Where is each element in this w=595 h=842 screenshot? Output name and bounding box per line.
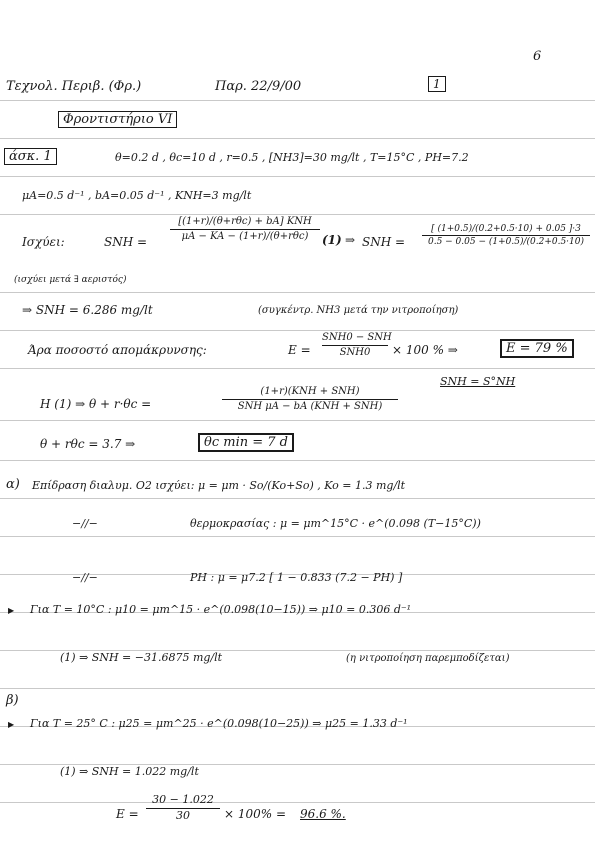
given-line-2: μA=0.5 d⁻¹ , bA=0.05 d⁻¹ , KNH=3 mg/lt bbox=[22, 189, 252, 202]
ruled-line bbox=[0, 138, 595, 139]
date-heading: Παρ. 22/9/00 bbox=[215, 79, 302, 94]
substitution-numerator: [ (1+0.5)/(0.2+0.5·10) + 0.05 ]·3 bbox=[431, 224, 581, 234]
part-a-temp-line: θερμοκρασίας : μ = μm^15°C · e^(0.098 (T−15°C)) bbox=[190, 517, 481, 530]
min-theta-line: θ + rθc = 3.7 ⇒ bbox=[40, 437, 136, 451]
ruled-line bbox=[0, 802, 595, 803]
implies-arrow: ⇒ bbox=[345, 233, 356, 247]
exercise-label: άσκ. 1 bbox=[4, 148, 57, 165]
part-a-label: α) bbox=[6, 477, 20, 492]
snh-lhs-2: SNH = bbox=[362, 235, 406, 249]
ischyei-label: Ισχύει: bbox=[22, 235, 65, 249]
ruled-line bbox=[0, 498, 595, 499]
part-b-efficiency-tail: × 100% = bbox=[224, 807, 287, 821]
ruled-line bbox=[0, 176, 595, 177]
min-condition: SNH = S°NH bbox=[440, 375, 516, 388]
part-a-snh-line: (1) ⇒ SNH = −31.6875 mg/lt bbox=[60, 651, 223, 664]
removal-percent-label: Άρα ποσοστό απομάκρυνσης: bbox=[28, 343, 207, 357]
ruled-line bbox=[0, 688, 595, 689]
snh-result-note: (συγκέντρ. NH3 μετά την νιτροποίηση) bbox=[258, 305, 459, 316]
snh-substitution-fraction bbox=[422, 224, 590, 248]
snh-formula-numerator: [(1+r)/(θ+rθc) + bA] KNH bbox=[178, 216, 312, 227]
efficiency-fraction bbox=[322, 332, 392, 358]
part-a-ph-dash: −//− bbox=[72, 571, 98, 584]
min-theta-fraction bbox=[222, 386, 398, 412]
part-a-oxygen-line: Επίδραση διαλυμ. O2 ισχύει: μ = μm · So/(Ko+So) , Ko = 1.3 mg/lt bbox=[32, 479, 406, 492]
snh-formula-denominator: μA − KA − (1+r)/(θ+rθc) bbox=[181, 230, 309, 242]
course-heading: Τεχνολ. Περιβ. (Φρ.) bbox=[6, 79, 142, 94]
part-b-efficiency-lhs: E = bbox=[116, 807, 139, 821]
snh-lhs: SNH = bbox=[104, 235, 148, 249]
ruled-line bbox=[0, 330, 595, 331]
min-theta-lhs: Η (1) ⇒ θ + r·θc = bbox=[40, 397, 152, 411]
part-b-snh-line: (1) ⇒ SNH = 1.022 mg/lt bbox=[60, 765, 199, 778]
part-b-label: β) bbox=[6, 693, 19, 708]
part-a-temp-dash: −//− bbox=[72, 517, 98, 530]
ruled-line bbox=[0, 214, 595, 215]
equation-tag: (1) bbox=[322, 233, 342, 247]
given-line-1: θ=0.2 d , θc=10 d , r=0.5 , [NH3]=30 mg/lt , T=15°C , PH=7.2 bbox=[115, 151, 469, 164]
part-b-t25-line: Για T = 25° C : μ25 = μm^25 · e^(0.098(10−25)) ⇒ μ25 = 1.33 d⁻¹ bbox=[30, 717, 408, 730]
min-theta-numerator: (1+r)(KNH + SNH) bbox=[260, 386, 360, 397]
min-theta-denominator: SNH μA − bA (KNH + SNH) bbox=[237, 400, 383, 412]
ruled-line bbox=[0, 292, 595, 293]
sheet-number: 1 bbox=[428, 76, 446, 92]
efficiency-result: E = 79 % bbox=[500, 339, 574, 358]
page-number: 6 bbox=[533, 49, 542, 64]
min-theta-result: θc min = 7 d bbox=[198, 433, 294, 452]
part-b-efficiency-denominator: 30 bbox=[176, 808, 190, 822]
snh-formula-fraction bbox=[170, 216, 320, 242]
aeration-note: (ισχύει μετά ∃ αεριστός) bbox=[14, 275, 127, 285]
substitution-denominator: 0.5 − 0.05 − (1+0.5)/(0.2+0.5·10) bbox=[427, 237, 584, 248]
bullet-marker: ▶ bbox=[8, 720, 15, 729]
part-b-efficiency-fraction bbox=[146, 794, 220, 822]
ruled-line bbox=[0, 368, 595, 369]
part-a-ph-line: PH : μ = μ7.2 [ 1 − 0.833 (7.2 − PH) ] bbox=[190, 571, 403, 584]
efficiency-lhs: E = bbox=[288, 343, 311, 357]
ruled-line bbox=[0, 100, 595, 101]
part-a-t10-line: Για T = 10°C : μ10 = μm^15 · e^(0.098(10−15)) ⇒ μ10 = 0.306 d⁻¹ bbox=[30, 603, 412, 616]
part-b-efficiency-numerator: 30 − 1.022 bbox=[152, 793, 214, 806]
ruled-line bbox=[0, 460, 595, 461]
part-b-efficiency-result: 96.6 %. bbox=[300, 807, 346, 821]
ruled-line bbox=[0, 536, 595, 537]
efficiency-denominator: SNH0 bbox=[339, 346, 371, 358]
ruled-line bbox=[0, 420, 595, 421]
efficiency-tail: × 100 % ⇒ bbox=[392, 343, 458, 357]
snh-result: ⇒ SNH = 6.286 mg/lt bbox=[22, 303, 153, 317]
part-a-snh-note: (η νιτροποίηση παρεμποδίζεται) bbox=[346, 653, 510, 664]
efficiency-numerator: SNH0 − SNH bbox=[322, 332, 392, 343]
tutorial-title: Φροντιστήριο VI bbox=[58, 111, 177, 128]
bullet-marker: ▶ bbox=[8, 606, 15, 615]
